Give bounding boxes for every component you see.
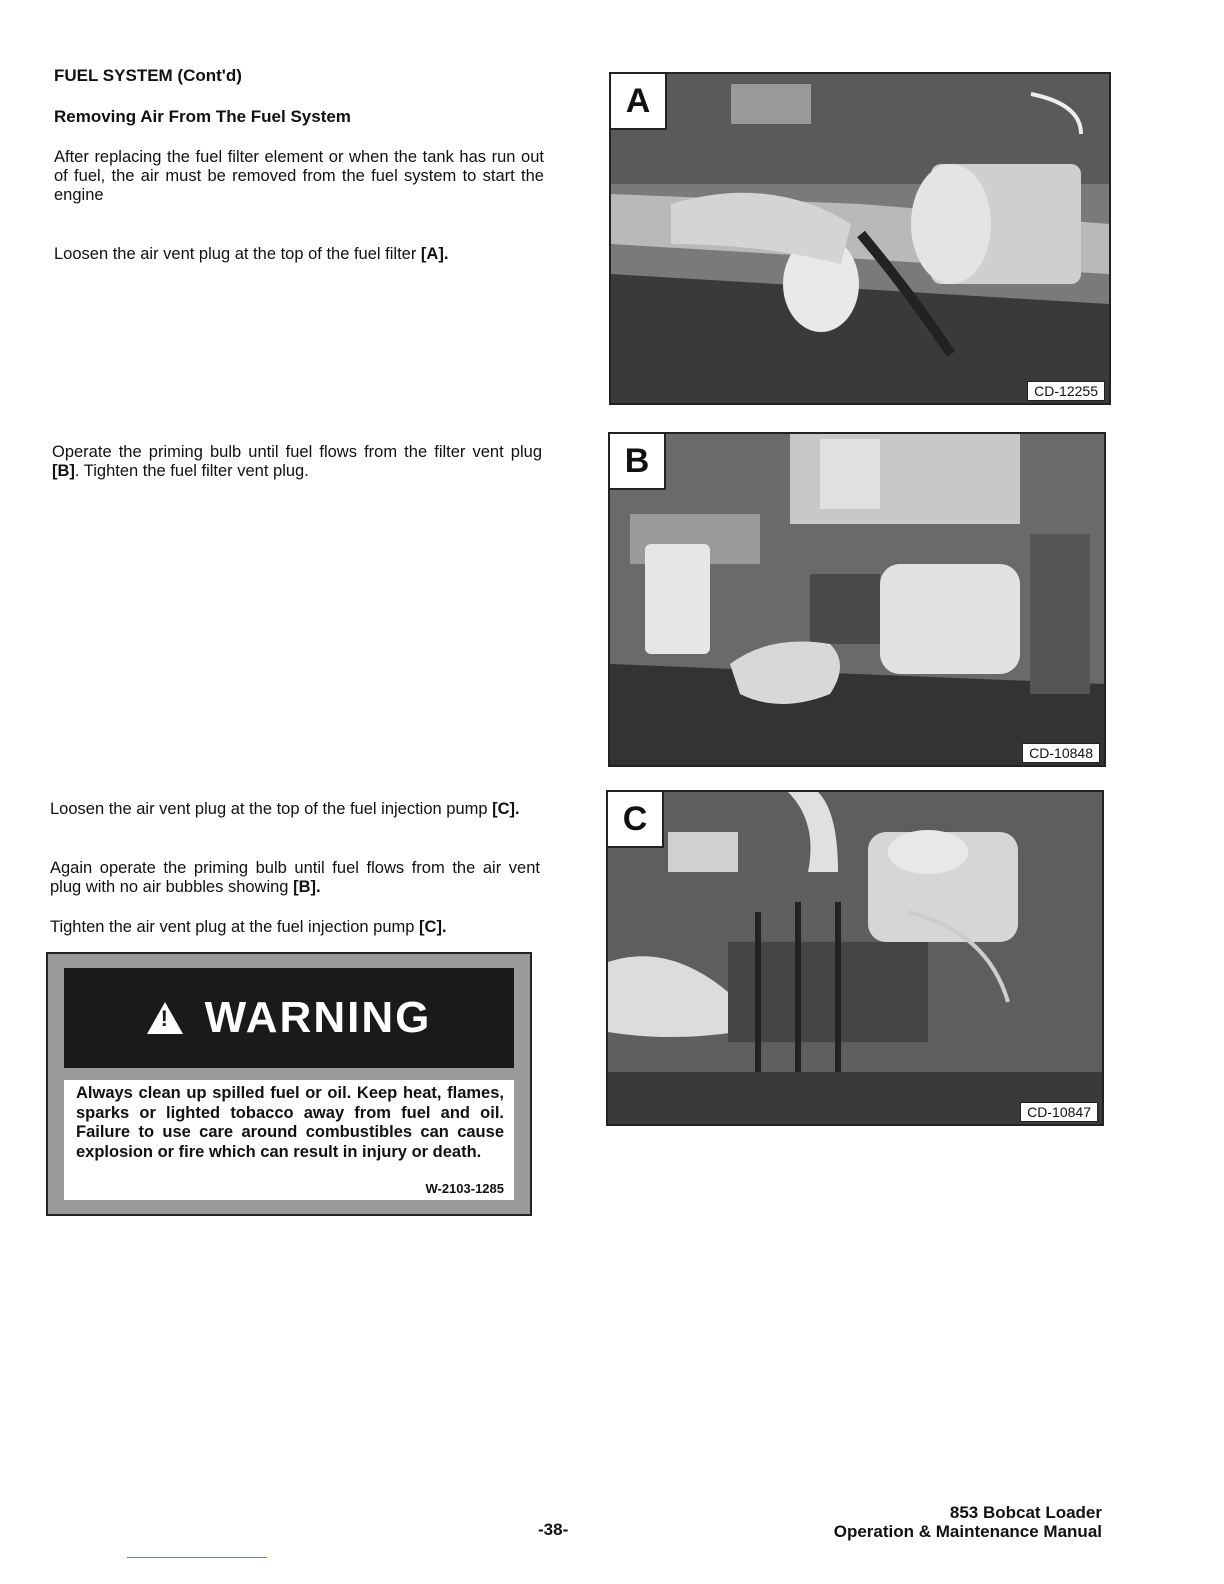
step-text: Tighten the air vent plug at the fuel injection pump [50,918,420,936]
bottom-rule [127,1557,267,1558]
paragraph-step-loosen-pump-plug [50,800,540,819]
paragraph-step-loosen-filter-plug [54,245,544,264]
figure-ref: [B] [52,462,75,480]
figure-ref: [B]. [293,878,321,896]
subsection-title: Removing Air From The Fuel System [54,107,351,126]
figure-a-photo [609,72,1111,405]
figure-ref: [C]. [419,918,447,936]
step-text: Operate the priming bulb until fuel flows from the filter vent plug [52,443,542,461]
figure-b-photo [608,432,1106,767]
figure-ref: [A]. [420,245,449,263]
figure-label: A [611,74,667,130]
footer-title-line2: Operation & Maintenance Manual [833,1522,1102,1541]
warning-title: WARNING [204,993,432,1042]
figure-code: CD-10847 [1020,1102,1098,1122]
warning-code: W-2103-1285 [425,1181,504,1196]
figure-code: CD-12255 [1027,381,1105,401]
step-text: Loosen the air vent plug at the top of the fuel injection pump [50,800,493,818]
section-title: FUEL SYSTEM (Cont'd) [54,66,242,85]
warning-body [64,1080,514,1200]
warning-text: Always clean up spilled fuel or oil. Keep heat, flames, sparks or lighted tobacco away from fuel and oil. Failure to use care around combustibles can cause explosion or fire which can result in injury or death. [76,1084,504,1161]
warning-box [46,952,532,1216]
footer-title-line1: 853 Bobcat Loader [949,1503,1102,1522]
engine-photo-image [608,792,1102,1124]
step-text: Again operate the priming bulb until fuel flows from the air vent plug with no air bubbles showing [50,859,540,896]
paragraph-step-prime [52,443,542,481]
figure-label: B [610,434,666,490]
figure-c-photo [606,790,1104,1126]
paragraph-step-tighten-pump-plug [50,918,540,937]
paragraph-step-prime-again [50,859,540,897]
step-text: . Tighten the fuel filter vent plug. [74,462,309,480]
engine-photo-image [610,434,1104,765]
warning-banner [64,968,514,1068]
figure-label: C [608,792,664,848]
figure-code: CD-10848 [1022,743,1100,763]
paragraph-intro: After replacing the fuel filter element or when the tank has run out of fuel, the air must be removed from the fuel system to start the engine [54,148,544,204]
warning-triangle-icon [147,1002,183,1034]
page-number: -38- [538,1520,569,1539]
engine-photo-image [611,74,1109,403]
step-text: Loosen the air vent plug at the top of the fuel filter [54,245,421,263]
figure-ref: [C]. [492,800,520,818]
